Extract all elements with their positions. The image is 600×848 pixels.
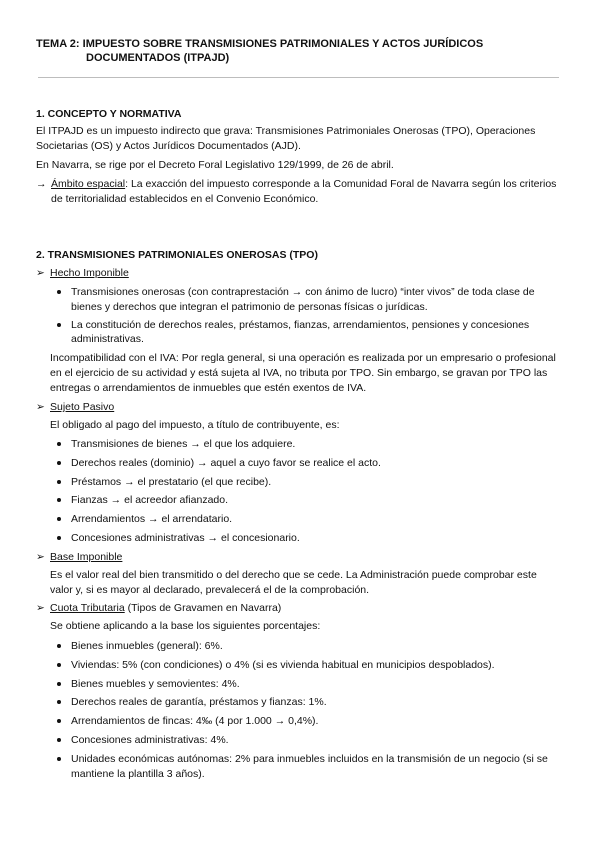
list-item: Unidades económicas autónomas: 2% para inmuebles incluidos en la transmisión de un negocio (si se mantiene la plantilla 3 años). xyxy=(0,752,600,782)
bullet-icon xyxy=(57,644,61,648)
bullet-icon xyxy=(57,442,61,446)
list-item: Transmisiones onerosas (con contraprestación → con ánimo de lucro) “inter vivos” de toda clase de bienes y derechos que integran el patrimonio de personas físicas o jurídicas. xyxy=(0,285,600,315)
list-item: Arrendamientos → el arrendatario. xyxy=(0,512,600,527)
hecho-imponible-heading xyxy=(36,266,129,280)
base-imponible-heading xyxy=(36,550,122,564)
cuota-tributaria-heading xyxy=(36,601,281,615)
sujeto-pasivo-list xyxy=(0,437,600,546)
list-item: Arrendamientos de fincas: 4‰ (4 por 1.000 → 0,4%). xyxy=(0,714,600,729)
arrowhead-bullet-icon: ➢ xyxy=(36,602,45,614)
list-item: Concesiones administrativas → el concesionario. xyxy=(0,531,600,546)
list-item: Bienes inmuebles (general): 6%. xyxy=(0,639,600,654)
cuota-tributaria-list xyxy=(0,639,600,781)
bullet-icon xyxy=(57,536,61,540)
bullet-icon xyxy=(57,461,61,465)
bullet-icon xyxy=(57,682,61,686)
hecho-imponible-list xyxy=(0,285,600,347)
list-item: Derechos reales de garantía, préstamos y fianzas: 1%. xyxy=(0,695,600,710)
bullet-icon xyxy=(57,738,61,742)
list-item: Fianzas → el acreedor afianzado. xyxy=(0,493,600,508)
list-item: Viviendas: 5% (con condiciones) o 4% (si es vivienda habitual en municipios despoblados). xyxy=(0,658,600,673)
section-1-normativa: En Navarra, se rige por el Decreto Foral Legislativo 129/1999, de 26 de abril. xyxy=(36,159,394,171)
bullet-icon xyxy=(57,323,61,327)
bullet-icon xyxy=(57,498,61,502)
cuota-tributaria-label: Cuota Tributaria xyxy=(50,602,125,614)
hecho-imponible-label: Hecho Imponible xyxy=(50,267,129,279)
section-1-intro: El ITPAJD es un impuesto indirecto que grava: Transmisiones Patrimoniales Onerosas (TPO), Operaciones Societarias (OS) y Actos Jurídicos Documentados (AJD). xyxy=(36,125,536,152)
list-item: Bienes muebles y semovientes: 4%. xyxy=(0,677,600,692)
bullet-icon xyxy=(57,663,61,667)
cuota-tributaria-suffix: (Tipos de Gravamen en Navarra) xyxy=(124,602,282,614)
title-line-1: TEMA 2: IMPUESTO SOBRE TRANSMISIONES PATRIMONIALES Y ACTOS JURÍDICOS xyxy=(36,38,484,50)
ambito-espacial-paragraph xyxy=(36,177,564,207)
section-1-heading: 1. CONCEPTO Y NORMATIVA xyxy=(36,108,182,120)
arrowhead-bullet-icon: ➢ xyxy=(36,401,45,413)
list-item: Concesiones administrativas: 4%. xyxy=(0,733,600,748)
sujeto-pasivo-label: Sujeto Pasivo xyxy=(50,401,115,413)
incompatibilidad-iva-paragraph: Incompatibilidad con el IVA: Por regla general, si una operación es realizada por un empresario o profesional en el ejercicio de su actividad y está sujeta al IVA, no tributa por TPO. Sin embargo, se gravan por TPO las entregas o arrendamientos de inmuebles que estén exentos de IVA. xyxy=(50,352,556,394)
base-imponible-label: Base Imponible xyxy=(50,551,123,563)
bullet-icon xyxy=(57,290,61,294)
ambito-espacial-label: Ámbito espacial xyxy=(51,178,126,190)
title-line-2: DOCUMENTADOS (ITPAJD) xyxy=(86,52,230,64)
arrowhead-bullet-icon: ➢ xyxy=(36,551,45,563)
list-item: Transmisiones de bienes → el que los adquiere. xyxy=(0,437,600,452)
bullet-icon xyxy=(57,719,61,723)
bullet-icon xyxy=(57,757,61,761)
base-imponible-text: Es el valor real del bien transmitido o del derecho que se cede. La Administración puede comprobar este valor y, si es mayor al declarado, prevalecerá el de la comprobación. xyxy=(50,569,537,596)
arrow-right-icon: → xyxy=(36,178,47,190)
list-item: La constitución de derechos reales, préstamos, fianzas, arrendamientos, pensiones y concesiones administrativas. xyxy=(0,318,600,348)
bullet-icon xyxy=(57,517,61,521)
arrowhead-bullet-icon: ➢ xyxy=(36,267,45,279)
title-divider xyxy=(38,77,559,78)
bullet-icon xyxy=(57,480,61,484)
ambito-espacial-text: : La exacción del impuesto corresponde a la Comunidad Foral de Navarra según los criterios de territorialidad establecidos en el Convenio Económico. xyxy=(51,178,557,205)
list-item: Préstamos → el prestatario (el que recibe). xyxy=(0,475,600,490)
section-2-heading: 2. TRANSMISIONES PATRIMONIALES ONEROSAS (TPO) xyxy=(36,249,318,261)
sujeto-pasivo-heading xyxy=(36,400,114,414)
sujeto-pasivo-intro: El obligado al pago del impuesto, a título de contribuyente, es: xyxy=(50,419,340,431)
bullet-icon xyxy=(57,700,61,704)
list-item: Derechos reales (dominio) → aquel a cuyo favor se realice el acto. xyxy=(0,456,600,471)
document-title xyxy=(36,37,556,65)
cuota-tributaria-intro: Se obtiene aplicando a la base los siguientes porcentajes: xyxy=(50,620,321,632)
